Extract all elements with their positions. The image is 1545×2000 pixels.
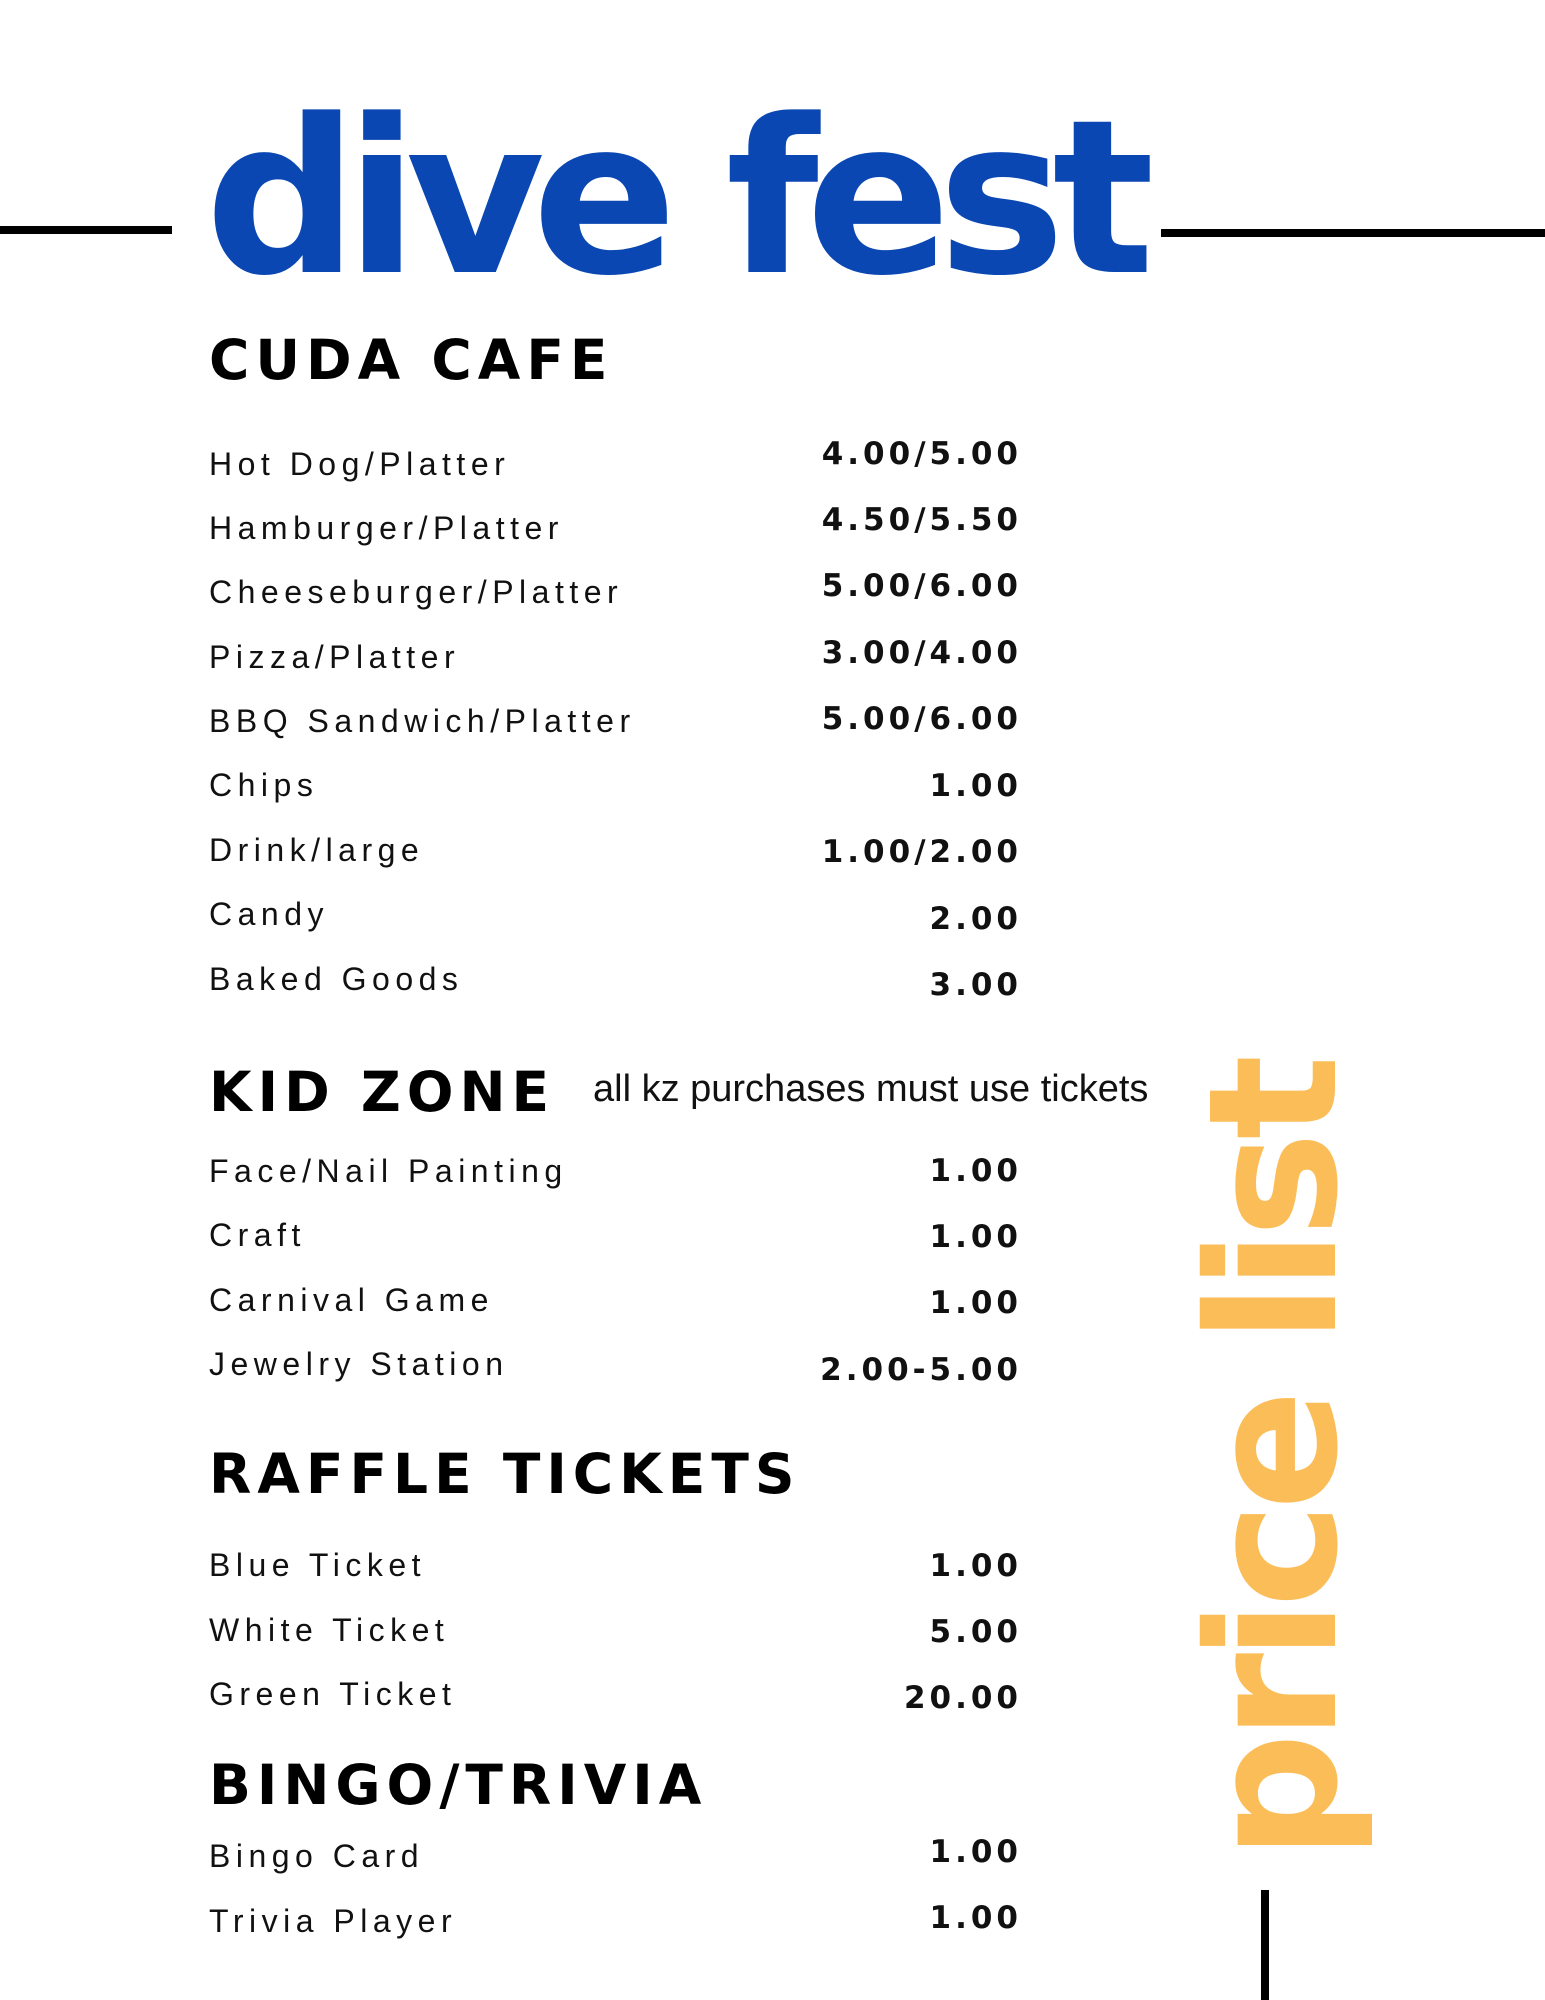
side-label-price-list: price list [1170, 1062, 1377, 1860]
menu-item-price: 20.00 [903, 1680, 1022, 1716]
menu-item-name: Chips [209, 767, 319, 803]
menu-item-name: Hamburger/Platter [209, 510, 564, 546]
section-heading-cuda-cafe: CUDA CAFE [209, 328, 614, 392]
left-divider-rule [0, 226, 172, 234]
menu-item-price: 1.00 [929, 1834, 1022, 1870]
menu-item-price: 3.00 [929, 967, 1022, 1003]
section-heading-raffle-tickets: RAFFLE TICKETS [209, 1442, 801, 1506]
menu-item-price: 3.00/4.00 [821, 635, 1022, 671]
section-heading-bingo-trivia: BINGO/TRIVIA [209, 1753, 708, 1817]
menu-item-price: 4.50/5.50 [821, 502, 1022, 538]
right-divider-rule [1161, 229, 1545, 237]
menu-item-name: White Ticket [209, 1612, 450, 1648]
menu-item-price: 5.00/6.00 [821, 701, 1022, 737]
menu-item-name: Trivia Player [209, 1903, 458, 1939]
menu-item-name: Craft [209, 1217, 306, 1253]
menu-item-name: Blue Ticket [209, 1547, 427, 1583]
page-title: dive fest [205, 74, 1142, 323]
menu-item-name: Pizza/Platter [209, 639, 461, 675]
menu-item-name: Face/Nail Painting [209, 1153, 568, 1189]
menu-item-name: Bingo Card [209, 1838, 425, 1874]
menu-item-price: 1.00 [929, 1153, 1022, 1189]
menu-item-name: Carnival Game [209, 1282, 494, 1318]
section-heading-kid-zone: KID ZONE [209, 1060, 556, 1124]
menu-item-name: Jewelry Station [209, 1346, 509, 1382]
vertical-divider-rule [1261, 1890, 1269, 2000]
menu-item-price: 1.00 [929, 1548, 1022, 1584]
menu-item-price: 1.00 [929, 1900, 1022, 1936]
menu-item-price: 1.00 [929, 1285, 1022, 1321]
menu-item-name: BBQ Sandwich/Platter [209, 703, 636, 739]
menu-item-price: 1.00 [929, 1219, 1022, 1255]
menu-item-price: 1.00/2.00 [821, 834, 1022, 870]
menu-item-name: Baked Goods [209, 961, 464, 997]
menu-item-price: 2.00-5.00 [820, 1352, 1022, 1388]
kid-zone-note: all kz purchases must use tickets [593, 1068, 1149, 1110]
menu-item-price: 4.00/5.00 [821, 436, 1022, 472]
menu-item-name: Hot Dog/Platter [209, 446, 511, 482]
menu-item-name: Drink/large [209, 832, 425, 868]
menu-item-price: 5.00/6.00 [821, 568, 1022, 604]
menu-item-price: 2.00 [929, 901, 1022, 937]
menu-item-price: 1.00 [929, 768, 1022, 804]
menu-item-name: Candy [209, 896, 329, 932]
menu-item-name: Green Ticket [209, 1676, 457, 1712]
menu-item-price: 5.00 [929, 1614, 1022, 1650]
menu-item-name: Cheeseburger/Platter [209, 574, 624, 610]
